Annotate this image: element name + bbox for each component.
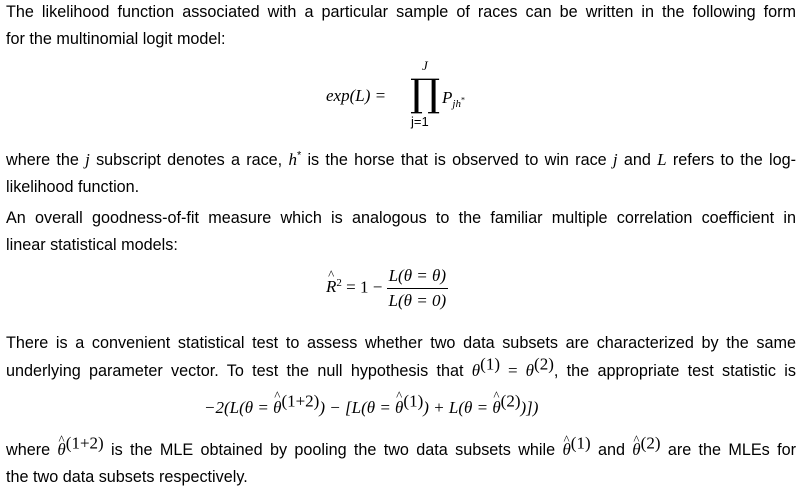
math-sup: (2) xyxy=(534,354,554,374)
text-fragment: subscript denotes a race, xyxy=(89,151,289,169)
math-sup: (2) xyxy=(500,391,521,411)
text-fragment: underlying parameter vector. To test the null hypothesis that xyxy=(6,362,472,380)
text-line xyxy=(6,146,796,174)
text-line: An overall goodness-of-fit measure which is analogous to the familiar multiple correlation coefficient in xyxy=(6,209,796,227)
text-fragment: and xyxy=(590,441,633,459)
text-line: the two data subsets respectively. xyxy=(6,468,248,486)
r-squared-sup: 2 xyxy=(336,276,342,289)
equation-fragment: −2(L(θ = xyxy=(204,398,274,417)
equation-fragment: )]) xyxy=(520,398,539,417)
theta-hat: ^ θ xyxy=(57,436,65,463)
theta-hat: ^ θ xyxy=(273,398,281,418)
math-l: L xyxy=(657,150,667,169)
math-sup: (1) xyxy=(480,354,500,374)
text-line: likelihood function. xyxy=(6,178,140,196)
paragraph-mle-definition xyxy=(6,433,796,491)
math-sup: (1+2) xyxy=(281,391,320,411)
paragraph-subscript-definition xyxy=(6,146,796,201)
product-lower-limit: j=1 xyxy=(411,114,429,129)
product-upper-limit: J xyxy=(422,58,428,73)
text-line: There is a convenient statistical test to assess whether two data subsets are characterized by the same xyxy=(6,334,796,352)
text-fragment: is the MLE obtained by pooling the two data subsets while xyxy=(103,441,563,459)
theta-hat: ^ θ xyxy=(492,398,500,418)
product-term-subsup: * xyxy=(460,95,465,105)
theta-hat: ^ θ xyxy=(395,398,403,418)
text-fragment: where the xyxy=(6,151,86,169)
product-term-sub: jh xyxy=(452,98,461,111)
math-sup: (2) xyxy=(640,433,661,453)
math-h: h xyxy=(288,150,297,169)
equation-lhs: exp(L) = xyxy=(326,86,387,105)
equation-r-squared xyxy=(326,266,448,311)
paragraph-goodness-of-fit xyxy=(6,205,796,259)
math-sup: (1) xyxy=(570,433,591,453)
math-theta: θ xyxy=(525,361,535,380)
paragraph-likelihood-intro xyxy=(6,0,796,53)
text-line: The likelihood function associated with a particular sample of races can be written in the following form xyxy=(6,3,796,21)
math-j: j xyxy=(612,150,618,169)
math-sup: (1) xyxy=(403,391,424,411)
product-term-p: P xyxy=(442,88,453,107)
fraction-denominator: L(θ = 0) xyxy=(388,291,447,310)
math-h-sup: * xyxy=(296,149,302,162)
text-line xyxy=(6,433,796,464)
math-theta: θ xyxy=(471,361,481,380)
theta-hat: ^ θ xyxy=(562,436,570,463)
paragraph-statistical-test xyxy=(6,330,796,385)
math-sup: (1+2) xyxy=(65,433,104,453)
equation-test-statistic xyxy=(204,391,539,418)
math-equals: = xyxy=(499,361,526,380)
text-line: linear statistical models: xyxy=(6,236,178,254)
text-fragment: is the horse that is observed to win race xyxy=(301,151,613,169)
fraction xyxy=(387,266,448,311)
text-fragment: , the appropriate test statistic is xyxy=(553,362,796,380)
theta-hat: ^ θ xyxy=(632,436,640,463)
product-term xyxy=(442,88,465,111)
text-fragment: refers to the log- xyxy=(666,151,796,169)
r-hat: ^ R xyxy=(326,277,336,297)
equation-fragment: ) − [L(θ = xyxy=(319,398,396,417)
text-fragment: are the MLEs for xyxy=(660,441,796,459)
product-symbol: ∏ xyxy=(410,71,441,115)
text-fragment: and xyxy=(617,151,658,169)
text-fragment: where xyxy=(6,441,58,459)
text-line: for the multinomial logit model: xyxy=(6,30,226,48)
text-line xyxy=(6,354,796,385)
math-j: j xyxy=(85,150,90,169)
equation-mid: = 1 − xyxy=(341,277,387,297)
equation-fragment: ) + L(θ = xyxy=(423,398,493,417)
fraction-numerator: L(θ = θ) xyxy=(387,266,448,289)
